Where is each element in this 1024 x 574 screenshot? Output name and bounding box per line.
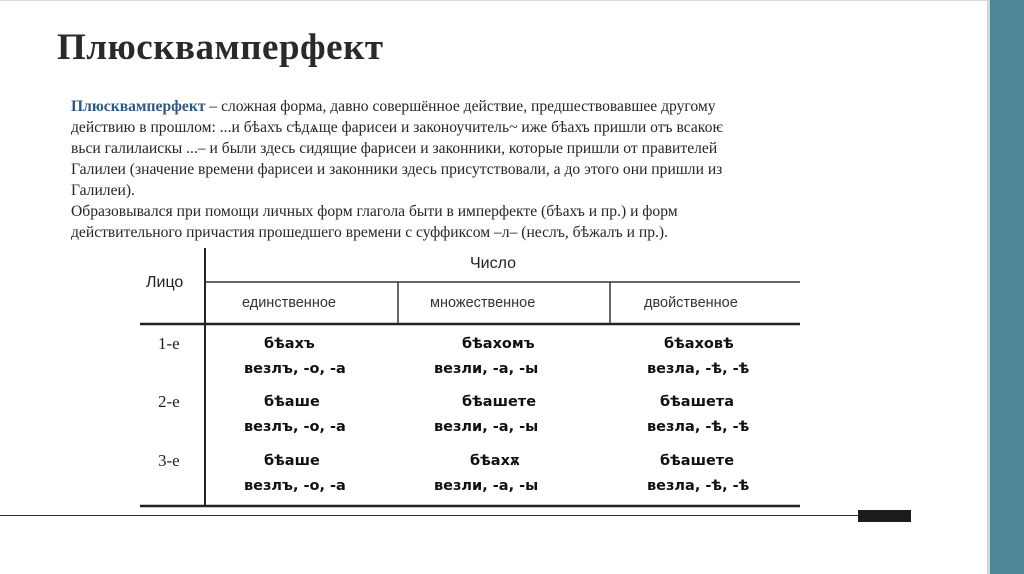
verb-form: бѣахъ — [264, 336, 315, 352]
conjugation-table — [140, 248, 800, 508]
subheader-singular: единственное — [242, 295, 336, 311]
paragraph-line-1: Плюсквамперфект – сложная форма, давно совершённое действие, предшествовавшее другому — [71, 98, 716, 115]
participle-form: везлъ, -о, -а — [244, 419, 346, 435]
participle-form: везла, -ѣ, -ѣ — [647, 419, 750, 435]
paragraph-line-5: Галилеи). — [71, 182, 135, 199]
side-accent-bar — [990, 0, 1024, 574]
paragraph-line-7: действительного причастия прошедшего времени с суффиксом –л– (неслъ, бѣжалъ и пр.). — [71, 224, 669, 241]
verb-form: бѣашете — [660, 453, 735, 469]
verb-form: бѣаховѣ — [664, 336, 734, 352]
header-number: Число — [470, 255, 517, 272]
subheader-dual: двойственное — [644, 295, 738, 311]
row-person: 1-е — [158, 334, 180, 353]
participle-form: везлъ, -о, -а — [244, 361, 346, 377]
participle-form: везли, -а, -ы — [434, 361, 539, 377]
verb-form: бѣашета — [660, 394, 735, 410]
slide-title: Плюсквамперфект — [57, 27, 384, 68]
paragraph-line-4: Галилеи (значение времени фарисеи и законники здесь присутствовали, а до этого они пришли из — [71, 161, 723, 178]
table-grid-lines — [140, 248, 800, 508]
verb-form: бѣаше — [264, 453, 320, 469]
top-border — [0, 0, 1024, 1]
verb-form: бѣаше — [264, 394, 320, 410]
participle-form: везли, -а, -ы — [434, 419, 539, 435]
row-person: 3-е — [158, 451, 180, 470]
verb-form: бѣашете — [462, 394, 537, 410]
row-person: 2-е — [158, 392, 180, 411]
participle-form: везла, -ѣ, -ѣ — [647, 478, 750, 494]
participle-form: везлъ, -о, -а — [244, 478, 346, 494]
footer-rule — [0, 515, 858, 516]
paragraph-line-3: вьси галилаискы ...– и были здесь сидящие фарисеи и законники, которые пришли от правителей — [71, 140, 718, 157]
header-person: Лицо — [146, 274, 184, 291]
subheader-plural: множественное — [430, 295, 536, 311]
participle-form: везла, -ѣ, -ѣ — [647, 361, 750, 377]
definition-paragraph — [71, 96, 871, 243]
participle-form: везли, -а, -ы — [434, 478, 539, 494]
paragraph-line-2: действию в прошлом: ...и бѣахъ сѣдѧще фарисеи и законоучитель~ иже бѣахъ пришли отъ всакоѥ — [71, 119, 723, 136]
footer-mark — [858, 510, 911, 522]
paragraph-line-6: Образовывался при помощи личных форм глагола быти в имперфекте (бѣахъ и пр.) и форм — [71, 203, 678, 220]
verb-form: бѣахѫ — [470, 453, 520, 469]
verb-form: бѣахомъ — [462, 336, 535, 352]
term-highlight: Плюсквамперфект — [71, 98, 206, 115]
